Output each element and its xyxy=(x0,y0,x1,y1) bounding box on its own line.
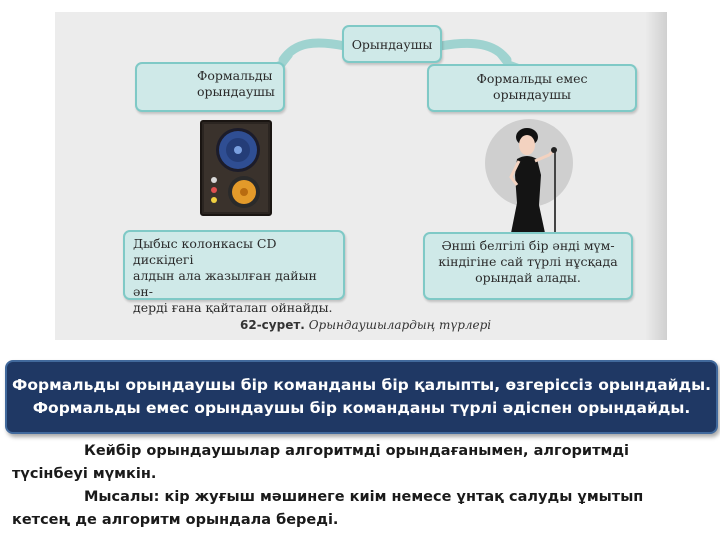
paragraph-1 xyxy=(12,440,712,486)
formal-label-line2: орындаушы xyxy=(197,84,275,99)
formal-label-line1: Формальды xyxy=(197,68,273,83)
arrow-left xyxy=(283,43,345,60)
informal-desc-line: кіндігіне сай түрлі нұсқада xyxy=(438,254,618,269)
figure-caption xyxy=(240,318,491,332)
paragraph-2 xyxy=(12,486,712,532)
caption-number: 62-сурет. xyxy=(240,318,305,332)
body-text xyxy=(12,440,712,532)
informal-label-line1: Формальды емес xyxy=(476,71,588,86)
formal-description-box xyxy=(123,230,345,315)
banner-line1: Формальды орындаушы бір команданы бір қалыпты, өзгеріссіз орындайды. xyxy=(12,376,711,394)
para2-line1: Мысалы: кір жуғыш мәшинеге киім немесе ұнтақ салуды ұмытып xyxy=(84,489,644,505)
formal-executor-box xyxy=(135,62,285,112)
formal-desc-line: алдын ала жазылған дайын ән- xyxy=(133,268,317,299)
formal-desc-line: дерді ғана қайталап ойнайды. xyxy=(133,300,333,315)
executor-node: Орындаушы xyxy=(342,25,442,63)
informal-label-line2: орындаушы xyxy=(493,87,571,102)
para1-line1: Кейбір орындаушылар алгоритмді орындағанымен, алгоритмді xyxy=(84,443,630,459)
speaker-icon xyxy=(200,120,272,216)
informal-desc-line: Әнші белгілі бір әнді мүм- xyxy=(441,238,615,253)
informal-executor-box xyxy=(427,64,637,112)
textbook-figure xyxy=(55,12,667,340)
para1-line2: түсінбеуі мүмкін. xyxy=(12,466,157,482)
informal-desc-line: орындай алады. xyxy=(475,270,581,285)
informal-description-box xyxy=(423,232,633,300)
para2-line2: кетсең де алгоритм орындала береді. xyxy=(12,512,339,528)
summary-banner xyxy=(5,360,718,434)
banner-line2: Формальды емес орындаушы бір команданы түрлі әдіспен орындайды. xyxy=(32,399,691,417)
arrow-right xyxy=(440,43,507,60)
formal-desc-line: Дыбыс колонкасы CD дискідегі xyxy=(133,236,277,267)
caption-text: Орындаушылардың түрлері xyxy=(308,318,492,332)
singer-icon xyxy=(483,115,578,237)
